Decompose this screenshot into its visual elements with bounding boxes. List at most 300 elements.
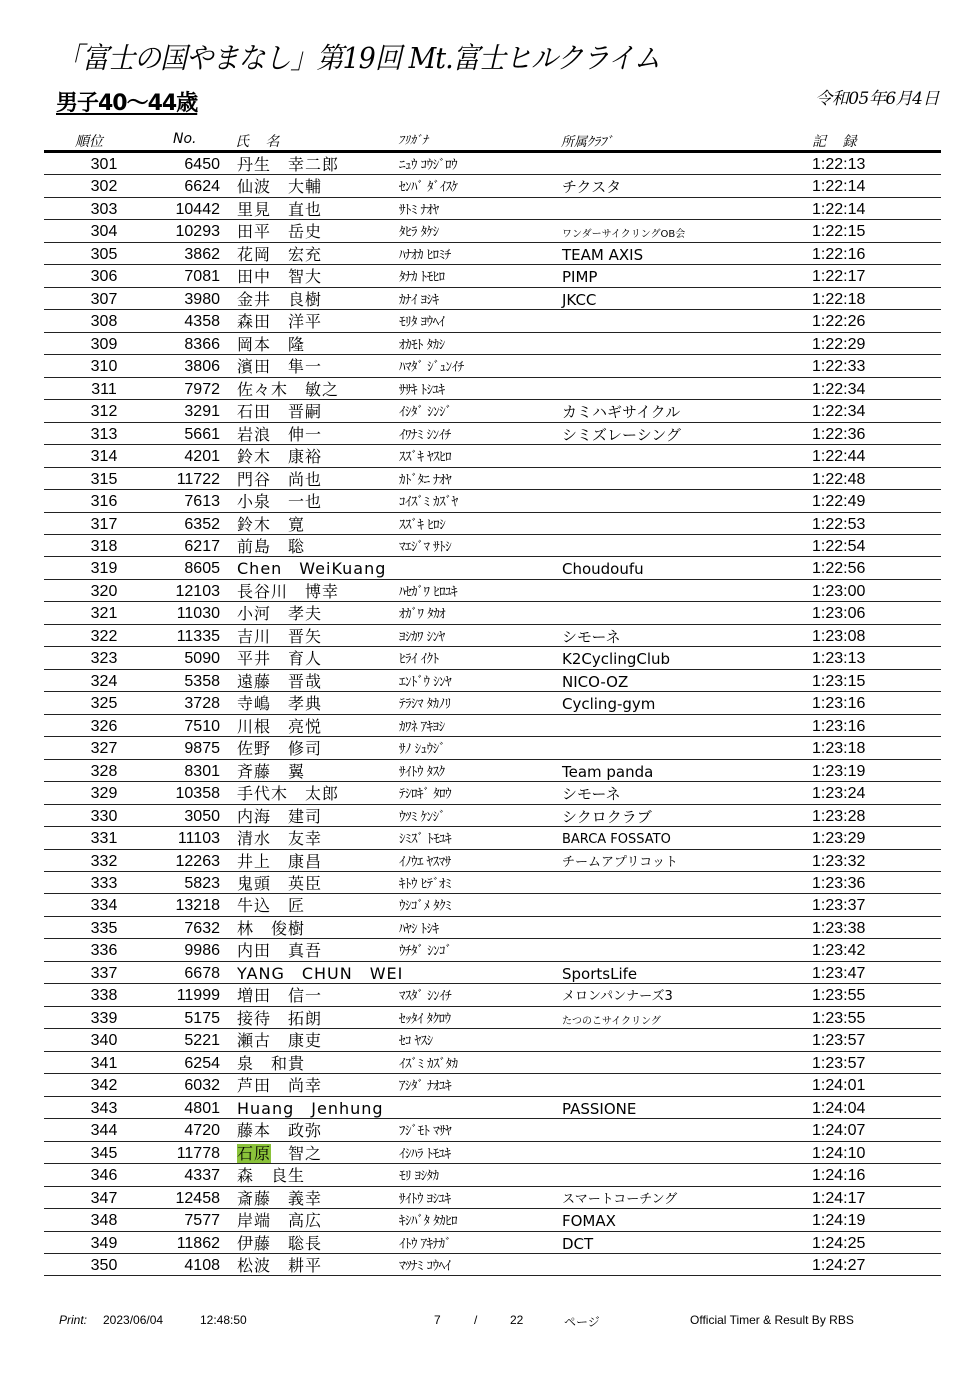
furigana-cell: ｼﾐｽﾞ ﾄﾓﾕｷ [399,832,452,848]
rank-cell: 323 [90,650,118,668]
rank-cell: 309 [90,335,118,353]
page-unit: ページ [564,1315,600,1329]
name-cell: YANG CHUN WEI [237,963,404,983]
table-row [44,243,941,265]
club-cell: Team panda [562,762,654,781]
bib-number-cell: 4358 [184,313,220,331]
table-row [44,647,941,669]
bib-number-cell: 8301 [184,762,220,780]
club-cell: シモーネ [562,627,621,646]
furigana-cell: ﾓﾘ ﾖｼﾀｶ [399,1169,439,1185]
column-header-time: 記 録 [812,134,863,150]
time-cell: 1:23:32 [812,852,866,870]
table-row [44,939,941,961]
time-cell: 1:23:38 [812,919,866,937]
table-row [44,175,941,197]
name-cell: 鈴木 康裕 [237,447,323,467]
time-cell: 1:22:48 [812,470,866,488]
club-cell: ワンダーサイクリングOB会 [562,229,686,241]
rank-cell: 331 [90,830,118,848]
table-row [44,557,941,579]
table-row [44,310,941,332]
rank-cell: 332 [90,852,118,870]
bib-number-cell: 8605 [184,560,220,578]
rank-cell: 325 [90,695,118,713]
rank-cell: 312 [90,403,118,421]
name-cell: 内田 真吾 [237,941,323,961]
rank-cell: 321 [90,605,118,623]
rank-cell: 324 [90,672,118,690]
time-cell: 1:22:53 [812,515,866,533]
bib-number-cell: 9875 [184,740,220,758]
table-row [44,535,941,557]
rank-cell: 333 [90,875,118,892]
furigana-cell: ｻｲﾄｳ ﾖｼﾕｷ [399,1191,451,1207]
furigana-cell: ｾｯﾀｲ ﾀｸﾛｳ [399,1011,451,1027]
time-cell: 1:23:06 [812,605,866,623]
table-row [44,1007,941,1029]
club-cell: シミズレーシング [562,425,682,444]
time-cell: 1:24:16 [812,1167,866,1185]
time-cell: 1:22:56 [812,560,866,578]
name-cell: 濱田 隼一 [237,357,323,377]
name-cell: 鈴木 寛 [237,514,306,534]
rank-cell: 344 [90,1122,118,1140]
table-row [44,513,941,535]
time-cell: 1:22:26 [812,313,866,331]
rank-cell: 340 [90,1032,118,1050]
bib-number-cell: 6217 [184,537,220,555]
bib-number-cell: 4801 [184,1099,220,1117]
event-date: 令和05年6月4日 [815,89,939,109]
bib-number-cell: 5090 [184,650,220,668]
club-cell: DCT [562,1234,594,1253]
furigana-cell: ｲｽﾞﾐ ｶｽﾞﾀｶ [399,1056,458,1072]
club-cell: スマートコーチング [562,1191,678,1207]
furigana-cell: ｻｻｷ ﾄｼﾕｷ [399,382,445,398]
furigana-cell: ﾖｼｶﾜ ｼﾝﾔ [399,629,445,645]
time-cell: 1:23:16 [812,695,866,713]
column-header-no: No. [173,131,197,147]
rank-cell: 305 [90,245,118,263]
bib-number-cell: 11335 [176,627,220,645]
furigana-cell: ｷｼﾊﾞﾀ ﾀｶﾋﾛ [399,1214,458,1230]
rank-cell: 326 [90,717,118,735]
table-row [44,850,941,872]
bib-number-cell: 6678 [184,964,220,982]
bib-number-cell: 5221 [184,1032,220,1050]
table-row [44,490,941,512]
name-cell: 林 俊樹 [237,918,306,938]
name-cell: 田平 岳史 [237,222,323,242]
bib-number-cell: 13218 [175,897,220,915]
rank-cell: 342 [90,1077,118,1095]
table-row [44,827,941,849]
furigana-cell: ｺｲｽﾞﾐ ｶｽﾞﾔ [399,495,458,511]
time-cell: 1:23:28 [812,807,866,825]
furigana-cell: ｲﾄｳ ｱｷﾅｶﾞ [399,1236,452,1252]
furigana-cell: ｶﾅｲ ﾖｼｷ [399,292,439,308]
rank-cell: 338 [90,987,118,1005]
rank-cell: 304 [90,223,118,241]
time-cell: 1:23:16 [812,717,866,735]
rank-cell: 306 [90,268,118,286]
rank-cell: 347 [90,1189,118,1207]
name-cell: 小河 孝夫 [237,604,323,624]
table-row [44,288,941,310]
column-header-rank: 順位 [75,134,103,150]
table-row [44,333,941,355]
club-cell: シクロクラブ [562,807,652,826]
bib-number-cell: 11778 [176,1144,220,1162]
furigana-cell: ﾆｭｳ ｺｳｼﾞﾛｳ [399,158,458,173]
table-row [44,445,941,467]
time-cell: 1:22:33 [812,358,866,376]
name-cell [237,1145,322,1163]
name-cell: 伊藤 聡長 [237,1233,323,1253]
time-cell: 1:24:17 [812,1189,866,1207]
table-row [44,1232,941,1254]
furigana-cell: ﾏﾂﾅﾐ ｺｳﾍｲ [399,1258,451,1274]
name-cell: 清水 友幸 [237,829,323,849]
bib-number-cell: 5823 [184,875,220,892]
table-row [44,782,941,804]
table-row [44,1187,941,1209]
furigana-cell: ｲｼﾊﾗ ﾄﾓﾕｷ [399,1146,451,1162]
name-cell: 遠藤 晋哉 [237,671,323,691]
rank-cell: 310 [90,358,118,376]
furigana-cell: ﾋﾗｲ ｲｸﾄ [399,652,439,668]
table-row [44,1029,941,1051]
time-cell: 1:24:25 [812,1234,866,1252]
name-cell: 仙波 大輔 [237,177,323,197]
time-cell: 1:23:55 [812,1009,866,1027]
bib-number-cell: 12263 [175,852,220,870]
bib-number-cell: 3050 [184,807,220,825]
bib-number-cell: 4720 [184,1122,220,1140]
table-row [44,1074,941,1096]
table-row [44,1254,941,1276]
bib-number-cell: 6450 [184,156,220,173]
table-row [44,984,941,1006]
furigana-cell: ｲﾜﾅﾐ ｼﾝｲﾁ [399,427,451,443]
bib-number-cell: 7081 [184,268,220,286]
time-cell: 1:23:15 [812,672,866,690]
club-cell: SportsLife [562,964,638,983]
club-cell: K2CyclingClub [562,650,671,669]
table-row [44,625,941,647]
time-cell: 1:22:15 [812,223,866,241]
bib-number-cell: 9986 [184,942,220,960]
rank-cell: 330 [90,807,118,825]
name-cell: 岡本 隆 [237,334,306,354]
time-cell: 1:22:49 [812,493,866,511]
name-cell: 長谷川 博幸 [237,581,340,601]
rank-cell: 318 [90,537,118,555]
name-cell: 小泉 一也 [237,492,323,512]
club-cell: FOMAX [562,1212,616,1231]
name-cell: 岸端 高広 [237,1211,323,1231]
time-cell: 1:23:36 [812,875,866,892]
furigana-cell: ｲﾉｳｴ ﾔｽﾏｻ [399,854,451,870]
table-row [44,1119,941,1141]
rank-cell: 335 [90,919,118,937]
name-cell: 丹生 幸二郎 [237,155,340,174]
name-cell: 田中 智大 [237,267,323,287]
name-cell: 岩浪 伸一 [237,424,323,444]
furigana-cell: ｻｲﾄｳ ﾀｽｸ [399,764,445,780]
bib-number-cell: 3862 [184,245,220,263]
category-heading: 男子40～44歳 [56,91,198,116]
furigana-cell: ｵｶﾞﾜ ﾀｶｵ [399,607,446,623]
rank-cell: 349 [90,1234,118,1252]
club-cell: PASSIONE [562,1099,637,1118]
bib-number-cell: 12103 [175,582,220,600]
page-number: 7 [434,1313,441,1327]
time-cell: 1:24:07 [812,1122,866,1140]
table-row [44,1209,941,1231]
rank-cell: 301 [90,156,118,173]
club-cell: Cycling-gym [562,695,656,714]
rank-cell: 303 [90,200,118,218]
table-row [44,468,941,490]
time-cell: 1:23:37 [812,897,866,915]
table-row [44,602,941,624]
furigana-cell: ﾃﾗｼﾏ ﾀｶﾉﾘ [399,697,451,713]
bib-number-cell: 4337 [184,1167,220,1185]
furigana-cell: ｳﾂﾐ ｹﾝｼﾞ [399,809,446,825]
name-cell: 佐々木 敏之 [237,379,340,399]
bib-number-cell: 5661 [184,425,220,443]
time-cell: 1:22:54 [812,537,866,555]
rank-cell: 345 [90,1144,118,1162]
name-cell: 森 良生 [237,1166,306,1186]
bib-number-cell: 6254 [184,1054,220,1072]
name-cell: 内海 建司 [237,806,323,826]
results-table [44,153,941,1276]
name-cell: 寺嶋 孝典 [237,694,323,714]
time-cell: 1:22:34 [812,380,866,398]
bib-number-cell: 4108 [184,1256,220,1274]
time-cell: 1:22:18 [812,290,866,308]
print-date: 2023/06/04 [103,1313,164,1327]
bib-number-cell: 11030 [176,605,220,623]
time-cell: 1:23:47 [812,964,866,982]
name-cell: 斉藤 翼 [237,761,306,781]
name-cell: 鬼頭 英臣 [237,874,323,893]
furigana-cell: ｻﾄﾐ ﾅｵﾔ [399,202,439,218]
rank-cell: 313 [90,425,118,443]
club-cell: JKCC [562,290,597,309]
rank-cell: 336 [90,942,118,960]
name-cell: 門谷 尚也 [237,469,323,489]
document-title: 「富士の国やまなし」第19回 Mt.富士ヒルクライム [56,41,660,75]
table-row [44,153,941,175]
furigana-cell: ｾｺ ﾔｽｼ [399,1034,433,1050]
rank-cell: 322 [90,627,118,645]
bib-number-cell: 12458 [175,1189,220,1207]
name-cell: 佐野 修司 [237,739,323,759]
furigana-cell: ﾀﾅｶ ﾄﾓﾋﾛ [399,270,445,286]
name-cell: 藤本 政弥 [237,1121,323,1141]
bib-number-cell: 6624 [184,178,220,196]
name-cell: 吉川 晋矢 [237,626,323,646]
table-row [44,355,941,377]
time-cell: 1:22:29 [812,335,866,353]
given-name: 智之 [271,1143,323,1163]
name-cell: 松波 耕平 [237,1255,323,1275]
name-cell: 川根 亮悦 [237,716,323,736]
rank-cell: 317 [90,515,118,533]
bib-number-cell: 10442 [175,200,220,218]
time-cell: 1:24:04 [812,1099,866,1117]
furigana-cell: ﾓﾘﾀ ﾖｳﾍｲ [399,315,445,331]
rank-cell: 348 [90,1212,118,1230]
furigana-cell: ﾊﾏﾀﾞ ｼﾞｭﾝｲﾁ [399,360,464,376]
rank-cell: 346 [90,1167,118,1185]
page-total: 22 [510,1313,524,1327]
bib-number-cell: 8366 [184,335,220,353]
name-cell: 森田 洋平 [237,312,323,332]
table-row [44,692,941,714]
print-time: 12:48:50 [200,1313,247,1327]
table-row [44,198,941,220]
column-header-club: 所属ｸﾗﾌﾞ [561,135,614,150]
bib-number-cell: 4201 [184,448,220,466]
rank-cell: 329 [90,785,118,803]
club-cell: カミハギサイクル [562,403,681,422]
bib-number-cell: 3728 [184,695,220,713]
time-cell: 1:23:00 [812,582,866,600]
time-cell: 1:23:24 [812,785,866,803]
bib-number-cell: 11722 [176,470,220,488]
rank-cell: 343 [90,1099,118,1117]
bib-number-cell: 7972 [184,380,220,398]
bib-number-cell: 10293 [175,223,220,241]
table-row [44,737,941,759]
rank-cell: 314 [90,448,118,466]
table-row [44,580,941,602]
time-cell: 1:22:34 [812,403,866,421]
bib-number-cell: 10358 [175,785,220,803]
bib-number-cell: 11999 [176,987,220,1005]
rank-cell: 341 [90,1054,118,1072]
furigana-cell: ｱｼﾀﾞ ﾅｵﾕｷ [399,1079,452,1095]
name-cell: 石田 晋嗣 [237,402,323,422]
furigana-cell: ｵｶﾓﾄ ﾀｶｼ [399,337,445,353]
club-cell: たつのこサイクリング [562,1015,661,1027]
print-label: Print: [59,1313,88,1327]
furigana-cell: ｽｽﾞｷ ﾔｽﾋﾛ [399,450,452,466]
bib-number-cell: 7510 [184,717,220,735]
time-cell: 1:22:16 [812,245,866,263]
bib-number-cell: 5358 [184,672,220,690]
name-cell: 里見 直也 [237,199,323,219]
bib-number-cell: 7577 [184,1212,220,1230]
furigana-cell: ｴﾝﾄﾞｳ ｼﾝﾔ [399,674,452,690]
table-row [44,1052,941,1074]
bib-number-cell: 3806 [184,358,220,376]
club-cell: PIMP [562,268,598,287]
furigana-cell: ｲｼﾀﾞ ｼﾝｼﾞ [399,405,452,421]
time-cell: 1:23:08 [812,627,866,645]
time-cell: 1:23:42 [812,942,866,960]
name-cell: 増田 信一 [237,986,323,1006]
club-cell: TEAM AXIS [562,245,644,264]
time-cell: 1:24:19 [812,1212,866,1230]
name-cell: 芦田 尚幸 [237,1076,323,1096]
furigana-cell: ｾﾝﾊﾞ ﾀﾞｲｽｹ [399,180,458,196]
name-cell: 花岡 宏充 [237,244,323,264]
table-row [44,760,941,782]
column-header-name: 氏 名 [235,134,286,150]
rank-cell: 319 [90,560,118,578]
table-row [44,378,941,400]
bib-number-cell: 5175 [184,1009,220,1027]
name-cell: 前島 聡 [237,536,306,556]
bib-number-cell: 6352 [184,515,220,533]
bib-number-cell: 3980 [184,290,220,308]
time-cell: 1:23:57 [812,1054,866,1072]
rank-cell: 315 [90,470,118,488]
table-row [44,1164,941,1186]
name-cell: Huang Jenhung [237,1098,384,1118]
rank-cell: 334 [90,897,118,915]
table-row [44,917,941,939]
time-cell: 1:23:29 [812,830,866,848]
rank-cell: 339 [90,1009,118,1027]
table-row [44,423,941,445]
furigana-cell: ｶﾄﾞﾀﾆ ﾅｵﾔ [399,472,452,488]
furigana-cell: ｳﾁﾀﾞ ｼﾝｺﾞ [399,944,452,960]
name-cell: 平井 育人 [237,649,323,669]
table-row [44,872,941,894]
furigana-cell: ｳｼｺﾞﾒ ﾀｸﾐ [399,899,452,915]
furigana-cell: ｶﾜﾈ ｱｷﾖｼ [399,719,445,735]
time-cell: 1:22:14 [812,200,866,218]
club-cell: シモーネ [562,785,621,804]
rank-cell: 302 [90,178,118,196]
club-cell: チクスタ [562,178,622,197]
rank-cell: 311 [91,380,117,398]
furigana-cell: ﾃｼﾛｷﾞ ﾀﾛｳ [399,787,452,803]
club-cell: BARCA FOSSATO [562,832,671,848]
bib-number-cell: 3291 [184,403,220,421]
time-cell: 1:24:27 [812,1256,866,1274]
time-cell: 1:23:19 [812,762,866,780]
time-cell: 1:23:13 [812,650,866,668]
furigana-cell: ｻﾉ ｼｭｳｼﾞ [399,742,446,758]
time-cell: 1:24:10 [812,1144,866,1162]
time-cell: 1:22:13 [812,156,866,173]
time-cell: 1:24:01 [812,1077,866,1095]
name-cell: 牛込 匠 [237,896,306,916]
name-cell: Chen WeiKuang [237,559,387,579]
rank-cell: 320 [90,582,118,600]
time-cell: 1:22:14 [812,178,866,196]
name-cell: 接待 拓朗 [237,1008,323,1028]
furigana-cell: ｷﾄｳ ﾋﾃﾞｵﾐ [399,877,452,892]
rank-cell: 307 [90,290,118,308]
table-row [44,962,941,984]
table-row [44,1097,941,1119]
table-row [44,894,941,916]
time-cell: 1:23:18 [812,740,866,758]
name-cell: 瀬古 康吏 [237,1031,323,1051]
column-header-kana: ﾌﾘｶﾞﾅ [398,133,429,147]
club-cell: NICO-OZ [562,672,629,691]
furigana-cell: ﾌｼﾞﾓﾄ ﾏｻﾔ [399,1124,452,1140]
